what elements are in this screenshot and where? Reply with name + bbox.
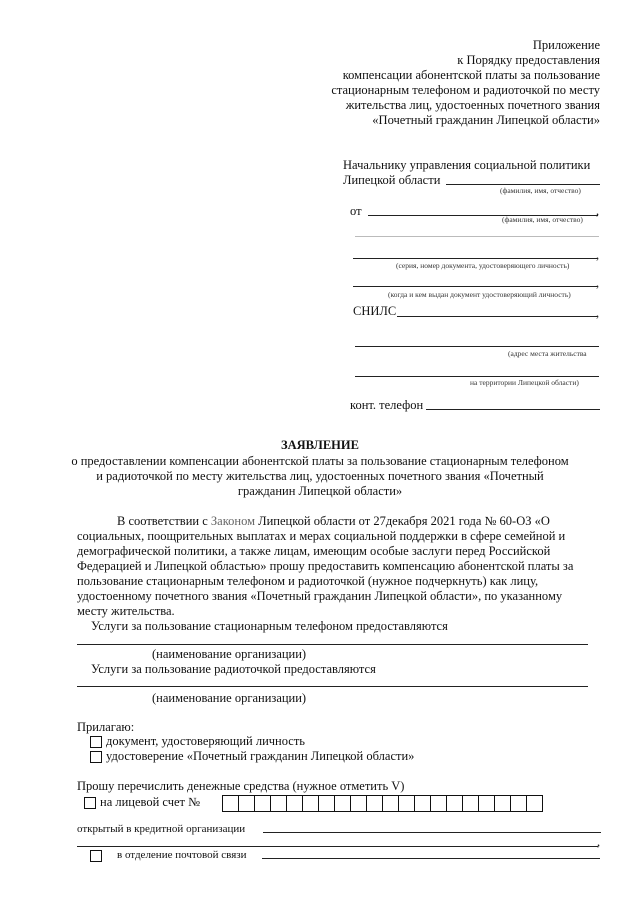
addressee-line1: Начальнику управления социальной политики [343, 158, 591, 172]
snils-label: СНИЛС [353, 304, 397, 318]
doc-issued-field[interactable] [353, 286, 597, 287]
digit-cell[interactable] [495, 796, 511, 811]
radio-org-field[interactable] [77, 686, 588, 687]
radio-org-hint: (наименование организации) [152, 691, 307, 705]
body-text: Липецкой области от 27декабря 2021 года № 60-ОЗ «О [255, 514, 550, 528]
hint-territory: на территории Липецкой области) [470, 378, 579, 387]
phone-service-label: Услуги за пользование стационарным телефоном предоставляются [91, 619, 448, 633]
digit-cell[interactable] [223, 796, 239, 811]
payment-label: Прошу перечислить денежные средства (нужное отметить V) [77, 779, 405, 793]
statement-subtitle: о предоставлении компенсации абонентской платы за пользование стационарным телефоном [71, 454, 569, 468]
digit-cell[interactable] [399, 796, 415, 811]
digit-cell[interactable] [479, 796, 495, 811]
law-link[interactable]: Законом [210, 514, 256, 528]
digit-cell[interactable] [239, 796, 255, 811]
digit-cell[interactable] [303, 796, 319, 811]
account-checkbox[interactable] [84, 797, 96, 809]
digit-cell[interactable] [319, 796, 335, 811]
digit-cell[interactable] [287, 796, 303, 811]
hint-address: (адрес места жительства [508, 349, 587, 358]
appendix-line: «Почетный гражданин Липецкой области» [372, 113, 600, 127]
body-line: Федерацией и Липецкой областью» прошу предоставить компенсацию абонентской платы за [77, 559, 574, 573]
post-checkbox[interactable] [90, 850, 102, 862]
phone-field[interactable] [426, 409, 600, 410]
body-line [117, 514, 550, 529]
digit-cell[interactable] [351, 796, 367, 811]
address-field[interactable] [355, 346, 599, 347]
digit-cell[interactable] [511, 796, 527, 811]
digit-cell[interactable] [383, 796, 399, 811]
hint-doc: (серия, номер документа, удостоверяющего личность) [396, 261, 570, 270]
post-label: в отделение почтовой связи [117, 849, 247, 861]
from-label: от [350, 204, 362, 218]
bank-label: открытый в кредитной организации [77, 823, 246, 835]
phone-label: конт. телефон [350, 398, 424, 412]
statement-title: ЗАЯВЛЕНИЕ [281, 438, 359, 452]
hint-issued: (когда и кем выдан документ удостоверяющий личность) [388, 290, 571, 299]
comma: , [596, 276, 600, 290]
account-number-grid[interactable] [222, 795, 543, 812]
statement-subtitle: и радиоточкой по месту жительства лиц, удостоенных почетного звания «Почетный [96, 469, 544, 483]
comma: , [596, 204, 600, 218]
appendix-line: жительства лиц, удостоенных почетного звания [345, 98, 600, 112]
body-text: В соответствии с [117, 514, 211, 528]
body-line: месту жительства. [77, 604, 175, 618]
digit-cell[interactable] [431, 796, 447, 811]
appendix-line: Приложение [532, 38, 600, 52]
appendix-line: к Порядку предоставления [457, 53, 600, 67]
post-field[interactable] [262, 858, 600, 859]
statement-subtitle: гражданин Липецкой области» [237, 484, 403, 498]
digit-cell[interactable] [415, 796, 431, 811]
phone-org-hint: (наименование организации) [152, 647, 307, 661]
digit-cell[interactable] [271, 796, 287, 811]
hint-fio-from: (фамилия, имя, отчество) [502, 215, 583, 224]
radio-service-label: Услуги за пользование радиоточкой предоставляются [91, 662, 376, 676]
digit-cell[interactable] [447, 796, 463, 811]
digit-cell[interactable] [255, 796, 271, 811]
bank-field[interactable] [263, 832, 601, 833]
from-fio-field-extra[interactable] [355, 236, 599, 237]
addressee-fio-field[interactable] [446, 184, 600, 185]
account-label: на лицевой счет № [100, 795, 201, 809]
bank-field-extra[interactable] [77, 846, 598, 847]
attachment-item: документ, удостоверяющий личность [106, 734, 306, 748]
comma: , [596, 248, 600, 262]
body-line: демографической политики, а также лицам, имеющим особые заслуги перед Российской [77, 544, 551, 558]
phone-org-field[interactable] [77, 644, 588, 645]
digit-cell[interactable] [463, 796, 479, 811]
hint-fio-to: (фамилия, имя, отчество) [500, 186, 581, 195]
attachment-checkbox[interactable] [90, 736, 102, 748]
digit-cell[interactable] [335, 796, 351, 811]
attachments-label: Прилагаю: [77, 720, 135, 734]
territory-field[interactable] [355, 376, 599, 377]
comma: , [597, 835, 601, 849]
body-line: пользование стационарным телефоном и радиоточкой (нужное подчеркнуть) как лицу, [77, 574, 539, 588]
doc-series-field[interactable] [353, 258, 597, 259]
comma: , [596, 306, 600, 320]
digit-cell[interactable] [367, 796, 383, 811]
appendix-line: компенсации абонентской платы за пользование [342, 68, 600, 82]
attachment-item: удостоверение «Почетный гражданин Липецкой области» [106, 749, 415, 763]
body-line: удостоенному почетного звания «Почетный гражданин Липецкой области», по указанному [77, 589, 563, 603]
snils-field[interactable] [397, 316, 597, 317]
appendix-block [331, 38, 600, 128]
body-line: социальных, поощрительных выплатах и мерах социальной поддержки в сфере семейной и [77, 529, 566, 543]
appendix-line: стационарным телефоном и радиоточкой по месту [331, 83, 600, 97]
addressee-line2: Липецкой области [343, 173, 441, 187]
digit-cell[interactable] [527, 796, 542, 811]
attachment-checkbox[interactable] [90, 751, 102, 763]
